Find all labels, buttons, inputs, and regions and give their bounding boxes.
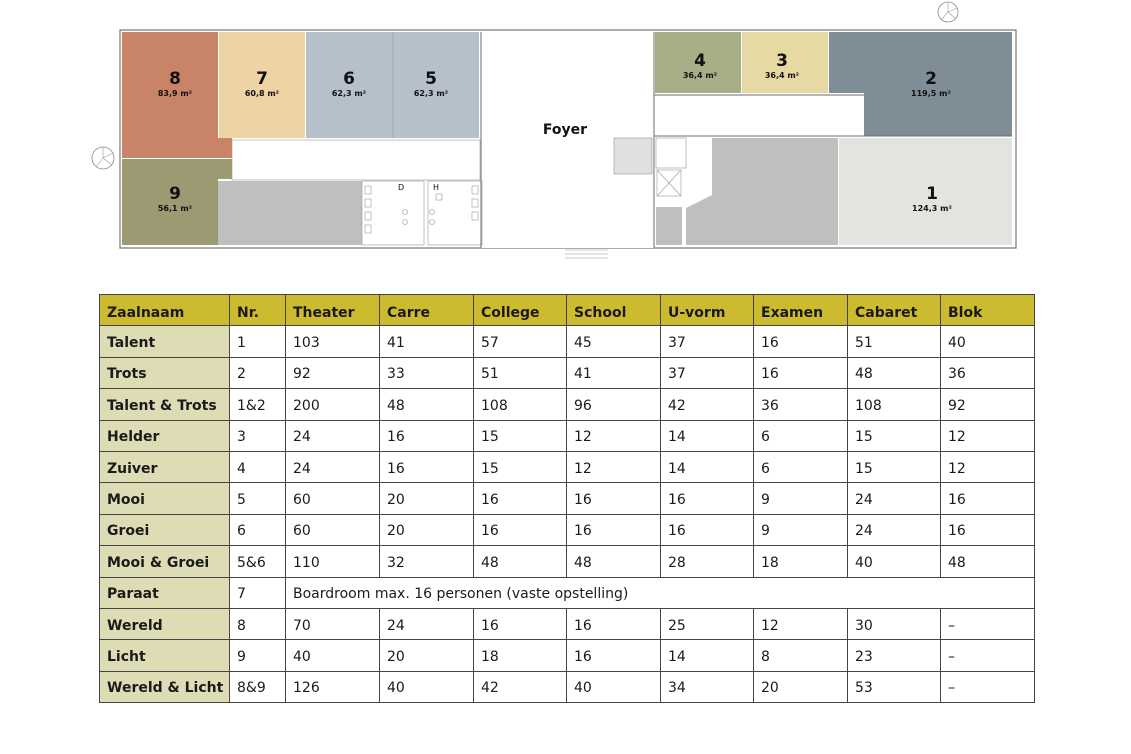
room-note-cell: Boardroom max. 16 personen (vaste opstelling) — [286, 577, 1035, 608]
capacity-cell: 20 — [754, 671, 848, 702]
capacity-cell: 16 — [474, 608, 567, 639]
capacity-cell: 15 — [848, 451, 941, 482]
capacity-cell: 37 — [661, 326, 754, 357]
room-name-cell: Licht — [100, 640, 230, 671]
room-7[interactable] — [219, 32, 305, 138]
capacity-cell: 48 — [380, 389, 474, 420]
column-header: College — [474, 295, 567, 326]
corridor — [232, 140, 480, 180]
capacity-cell: 36 — [754, 389, 848, 420]
column-header: School — [567, 295, 661, 326]
room-6[interactable] — [306, 32, 393, 138]
capacity-cell: 9 — [754, 483, 848, 514]
column-header: Zaalnaam — [100, 295, 230, 326]
toilets-h — [428, 181, 482, 245]
capacity-cell: 16 — [661, 514, 754, 545]
room-area: 83,9 m² — [157, 89, 193, 98]
capacity-cell: 6 — [754, 451, 848, 482]
table-row — [100, 546, 1035, 577]
room-3[interactable] — [742, 32, 828, 93]
stairwell — [614, 138, 652, 174]
room-number-cell: 1&2 — [230, 389, 286, 420]
capacity-cell: 12 — [941, 420, 1035, 451]
room-number: 9 — [169, 184, 181, 204]
capacity-cell: 40 — [567, 671, 661, 702]
entrance-steps — [565, 250, 608, 258]
table-row — [100, 451, 1035, 482]
capacity-cell: 14 — [661, 451, 754, 482]
table-row — [100, 514, 1035, 545]
room-name-cell: Trots — [100, 357, 230, 388]
room-name-cell: Mooi & Groei — [100, 546, 230, 577]
room-name-cell: Zuiver — [100, 451, 230, 482]
capacity-cell: 16 — [754, 326, 848, 357]
capacity-cell: 34 — [661, 671, 754, 702]
capacity-cell: 96 — [567, 389, 661, 420]
room-name-cell: Talent — [100, 326, 230, 357]
capacity-cell: 20 — [380, 514, 474, 545]
capacity-cell: 42 — [661, 389, 754, 420]
column-header: Cabaret — [848, 295, 941, 326]
capacity-cell: 24 — [848, 514, 941, 545]
capacity-cell: 12 — [567, 420, 661, 451]
room-number: 2 — [925, 69, 937, 89]
capacity-cell: – — [941, 640, 1035, 671]
capacity-cell: 92 — [286, 357, 380, 388]
room-number-cell: 9 — [230, 640, 286, 671]
capacity-cell: 20 — [380, 640, 474, 671]
column-header: U-vorm — [661, 295, 754, 326]
capacity-cell: 15 — [848, 420, 941, 451]
room-number-cell: 8&9 — [230, 671, 286, 702]
capacity-cell: 40 — [848, 546, 941, 577]
room-number-cell: 2 — [230, 357, 286, 388]
capacity-cell: 16 — [941, 514, 1035, 545]
room-number-cell: 3 — [230, 420, 286, 451]
capacity-cell: 200 — [286, 389, 380, 420]
capacity-cell: 9 — [754, 514, 848, 545]
spiral-stair-icon — [938, 2, 958, 22]
capacity-cell: 92 — [941, 389, 1035, 420]
room-number-cell: 7 — [230, 577, 286, 608]
room-name-cell: Helder — [100, 420, 230, 451]
room-9[interactable] — [122, 159, 232, 245]
room-number-cell: 5&6 — [230, 546, 286, 577]
column-header: Carre — [380, 295, 474, 326]
capacity-cell: 16 — [567, 514, 661, 545]
capacity-cell: 32 — [380, 546, 474, 577]
capacity-cell: 24 — [286, 420, 380, 451]
capacity-cell: 40 — [286, 640, 380, 671]
column-header: Examen — [754, 295, 848, 326]
capacity-cell: 24 — [848, 483, 941, 514]
room-name-cell: Paraat — [100, 577, 230, 608]
capacity-cell: 25 — [661, 608, 754, 639]
room-number: 7 — [256, 69, 268, 89]
room-number: 5 — [425, 69, 437, 89]
capacity-cell: 6 — [754, 420, 848, 451]
capacity-cell: 41 — [567, 357, 661, 388]
room-name-cell: Talent & Trots — [100, 389, 230, 420]
capacity-cell: 24 — [286, 451, 380, 482]
capacity-cell: 53 — [848, 671, 941, 702]
room-number-cell: 1 — [230, 326, 286, 357]
room-name-cell: Groei — [100, 514, 230, 545]
capacity-cell: 48 — [941, 546, 1035, 577]
capacity-cell: 18 — [474, 640, 567, 671]
capacity-cell: 16 — [567, 483, 661, 514]
room-area: 119,5 m² — [911, 89, 951, 98]
capacity-cell: 60 — [286, 514, 380, 545]
capacity-cell: 36 — [941, 357, 1035, 388]
capacity-cell: 15 — [474, 420, 567, 451]
capacity-cell: 30 — [848, 608, 941, 639]
capacity-cell: 28 — [661, 546, 754, 577]
table-body — [100, 326, 1035, 703]
column-header: Nr. — [230, 295, 286, 326]
capacity-cell: 51 — [848, 326, 941, 357]
capacity-cell: 24 — [380, 608, 474, 639]
capacity-cell: 8 — [754, 640, 848, 671]
capacity-cell: 103 — [286, 326, 380, 357]
table-row — [100, 577, 1035, 608]
capacity-cell: 48 — [567, 546, 661, 577]
table-row — [100, 357, 1035, 388]
capacity-cell: 16 — [754, 357, 848, 388]
room-number-cell: 6 — [230, 514, 286, 545]
capacity-cell: 40 — [941, 326, 1035, 357]
capacity-cell: 16 — [661, 483, 754, 514]
capacity-cell: – — [941, 671, 1035, 702]
capacity-cell: 16 — [941, 483, 1035, 514]
utility-area — [656, 207, 682, 245]
capacity-cell: 110 — [286, 546, 380, 577]
floor-plan — [0, 0, 1131, 290]
capacity-cell: 16 — [474, 514, 567, 545]
capacity-cell: 16 — [567, 608, 661, 639]
table-row — [100, 389, 1035, 420]
capacity-cell: 60 — [286, 483, 380, 514]
capacity-cell: 12 — [754, 608, 848, 639]
capacity-cell: 126 — [286, 671, 380, 702]
column-header: Blok — [941, 295, 1035, 326]
room-name-cell: Mooi — [100, 483, 230, 514]
capacity-cell: 108 — [474, 389, 567, 420]
room-number: 4 — [694, 51, 706, 71]
room-area: 56,1 m² — [157, 204, 193, 213]
capacity-cell: 16 — [380, 420, 474, 451]
room-number: 1 — [926, 184, 938, 204]
table-row — [100, 326, 1035, 357]
capacity-cell: 16 — [474, 483, 567, 514]
room-area: 36,4 m² — [682, 71, 718, 80]
table-row — [100, 483, 1035, 514]
capacity-cell: 12 — [941, 451, 1035, 482]
capacity-cell: 18 — [754, 546, 848, 577]
room-number-cell: 4 — [230, 451, 286, 482]
capacity-cell: – — [941, 608, 1035, 639]
room-4[interactable] — [655, 32, 741, 93]
capacity-cell: 108 — [848, 389, 941, 420]
room-5[interactable] — [393, 32, 479, 138]
capacity-cell: 51 — [474, 357, 567, 388]
capacity-cell: 37 — [661, 357, 754, 388]
room-number: 8 — [169, 69, 181, 89]
capacity-cell: 45 — [567, 326, 661, 357]
column-header: Theater — [286, 295, 380, 326]
capacity-cell: 16 — [380, 451, 474, 482]
room-name-cell: Wereld & Licht — [100, 671, 230, 702]
spiral-stair-icon — [92, 147, 114, 169]
table-row — [100, 640, 1035, 671]
room-number: 6 — [343, 69, 355, 89]
toilet-label-h: H — [433, 183, 440, 192]
foyer-label: Foyer — [542, 122, 588, 138]
table-row — [100, 420, 1035, 451]
capacity-cell: 16 — [567, 640, 661, 671]
table-row — [100, 671, 1035, 702]
table-header-row — [100, 295, 1035, 326]
room-8[interactable] — [122, 32, 232, 158]
capacity-cell: 14 — [661, 420, 754, 451]
room-area: 36,4 m² — [764, 71, 800, 80]
room-name-cell: Wereld — [100, 608, 230, 639]
capacity-table — [99, 294, 1035, 703]
room-number-cell: 8 — [230, 608, 286, 639]
capacity-cell: 20 — [380, 483, 474, 514]
toilet-label-d: D — [398, 183, 405, 192]
room-1[interactable] — [839, 138, 1012, 245]
capacity-cell: 48 — [848, 357, 941, 388]
room-area: 60,8 m² — [244, 89, 280, 98]
room-area: 124,3 m² — [912, 204, 952, 213]
room-area: 62,3 m² — [413, 89, 449, 98]
capacity-cell: 40 — [380, 671, 474, 702]
capacity-cell: 15 — [474, 451, 567, 482]
capacity-cell: 12 — [567, 451, 661, 482]
room-area: 62,3 m² — [331, 89, 367, 98]
small-toilet — [656, 138, 686, 168]
storage-area — [218, 181, 362, 245]
capacity-cell: 48 — [474, 546, 567, 577]
capacity-cell: 33 — [380, 357, 474, 388]
capacity-cell: 42 — [474, 671, 567, 702]
room-number-cell: 5 — [230, 483, 286, 514]
table-row — [100, 608, 1035, 639]
capacity-cell: 14 — [661, 640, 754, 671]
toilets-d — [362, 181, 424, 245]
room-number: 3 — [776, 51, 788, 71]
capacity-cell: 23 — [848, 640, 941, 671]
capacity-cell: 57 — [474, 326, 567, 357]
capacity-cell: 70 — [286, 608, 380, 639]
capacity-cell: 41 — [380, 326, 474, 357]
